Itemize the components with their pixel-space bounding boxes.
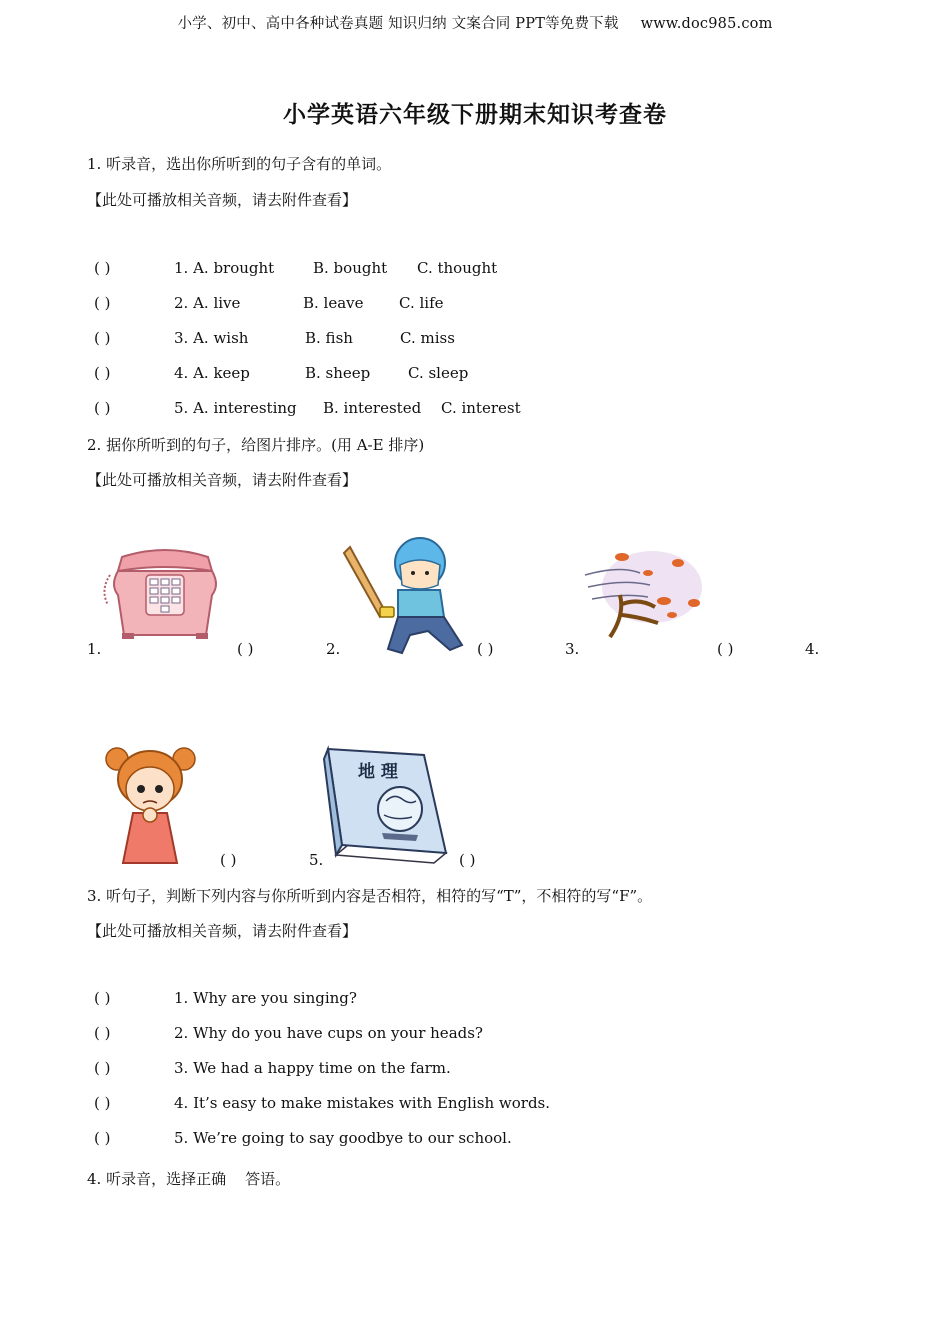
option-b: B. interested bbox=[323, 399, 422, 417]
player-face bbox=[400, 560, 440, 589]
statement-text: 2. Why do you have cups on your heads? bbox=[174, 1024, 483, 1042]
baseball-player-picture bbox=[340, 535, 465, 655]
answer-blank[interactable]: ( ) bbox=[220, 851, 237, 869]
q4-instruction: 4. 听录音，选择正确 答语。 bbox=[87, 1170, 291, 1188]
option-c: C. life bbox=[399, 294, 444, 312]
telephone-cord bbox=[104, 575, 110, 605]
picture-label-1: 1. bbox=[87, 640, 102, 658]
answer-blank[interactable]: ( ) bbox=[94, 364, 111, 382]
answer-blank[interactable]: ( ) bbox=[94, 1059, 111, 1077]
header-site[interactable]: www.doc985.com bbox=[640, 16, 773, 32]
option-b: B. leave bbox=[303, 294, 364, 312]
statement-text: 4. It’s easy to make mistakes with English words. bbox=[174, 1094, 551, 1112]
picture-label-5: 5. bbox=[309, 851, 324, 869]
q3-audio-note: 【此处可播放相关音频，请去附件查看】 bbox=[87, 922, 358, 940]
wind-cloud bbox=[602, 551, 702, 623]
geography-book-picture bbox=[322, 745, 448, 865]
answer-blank[interactable]: ( ) bbox=[94, 1024, 111, 1042]
option-a: 5. A. interesting bbox=[174, 399, 297, 417]
answer-blank[interactable]: ( ) bbox=[237, 640, 254, 658]
picture-label-3: 3. bbox=[565, 640, 580, 658]
page-title: 小学英语六年级下册期末知识考查卷 bbox=[283, 101, 667, 128]
answer-blank[interactable]: ( ) bbox=[94, 1129, 111, 1147]
book-title: 地 理 bbox=[358, 762, 398, 782]
option-a: 4. A. keep bbox=[174, 364, 250, 382]
option-a: 3. A. wish bbox=[174, 329, 249, 347]
answer-blank[interactable]: ( ) bbox=[94, 399, 111, 417]
q3-instruction: 3. 听句子，判断下列内容与你所听到内容是否相符，相符的写“T”，不相符的写“F”。 bbox=[87, 887, 653, 905]
telephone-handset bbox=[118, 550, 212, 571]
page-header bbox=[0, 12, 950, 33]
answer-blank[interactable]: ( ) bbox=[717, 640, 734, 658]
answer-blank[interactable]: ( ) bbox=[94, 989, 111, 1007]
glove bbox=[380, 607, 394, 617]
globe bbox=[378, 787, 422, 831]
windy-tree-picture bbox=[580, 545, 705, 640]
answer-blank[interactable]: ( ) bbox=[94, 259, 111, 277]
girl-face bbox=[126, 767, 174, 811]
answer-blank[interactable]: ( ) bbox=[459, 851, 476, 869]
player-shirt bbox=[398, 590, 444, 617]
option-a: 1. A. brought bbox=[174, 259, 275, 277]
q1-audio-note: 【此处可播放相关音频，请去附件查看】 bbox=[87, 191, 358, 209]
telephone-picture bbox=[100, 545, 230, 645]
baseball-bat bbox=[344, 547, 386, 617]
header-text: 小学、初中、高中各种试卷真题 知识归纳 文案合同 PPT等免费下载 bbox=[177, 16, 619, 32]
q1-instruction: 1. 听录音，选出你所听到的句子含有的单词。 bbox=[87, 155, 392, 173]
statement-text: 1. Why are you singing? bbox=[174, 989, 357, 1007]
player-pants bbox=[388, 617, 462, 653]
answer-blank[interactable]: ( ) bbox=[477, 640, 494, 658]
option-b: B. bought bbox=[313, 259, 388, 277]
answer-blank[interactable]: ( ) bbox=[94, 294, 111, 312]
q2-audio-note: 【此处可播放相关音频，请去附件查看】 bbox=[87, 471, 358, 489]
option-a: 2. A. live bbox=[174, 294, 241, 312]
statement-text: 3. We had a happy time on the farm. bbox=[174, 1059, 451, 1077]
option-c: C. sleep bbox=[408, 364, 469, 382]
option-c: C. interest bbox=[441, 399, 521, 417]
worried-girl-picture bbox=[103, 743, 198, 865]
picture-label-2: 2. bbox=[326, 640, 341, 658]
answer-blank[interactable]: ( ) bbox=[94, 329, 111, 347]
girl-hands bbox=[143, 808, 157, 822]
option-b: B. sheep bbox=[305, 364, 371, 382]
option-c: C. miss bbox=[400, 329, 455, 347]
q2-instruction: 2. 据你所听到的句子，给图片排序。(用 A-E 排序) bbox=[87, 436, 425, 454]
option-c: C. thought bbox=[417, 259, 498, 277]
answer-blank[interactable]: ( ) bbox=[94, 1094, 111, 1112]
option-b: B. fish bbox=[305, 329, 353, 347]
picture-label-4: 4. bbox=[805, 640, 820, 658]
statement-text: 5. We’re going to say goodbye to our school. bbox=[174, 1129, 512, 1147]
